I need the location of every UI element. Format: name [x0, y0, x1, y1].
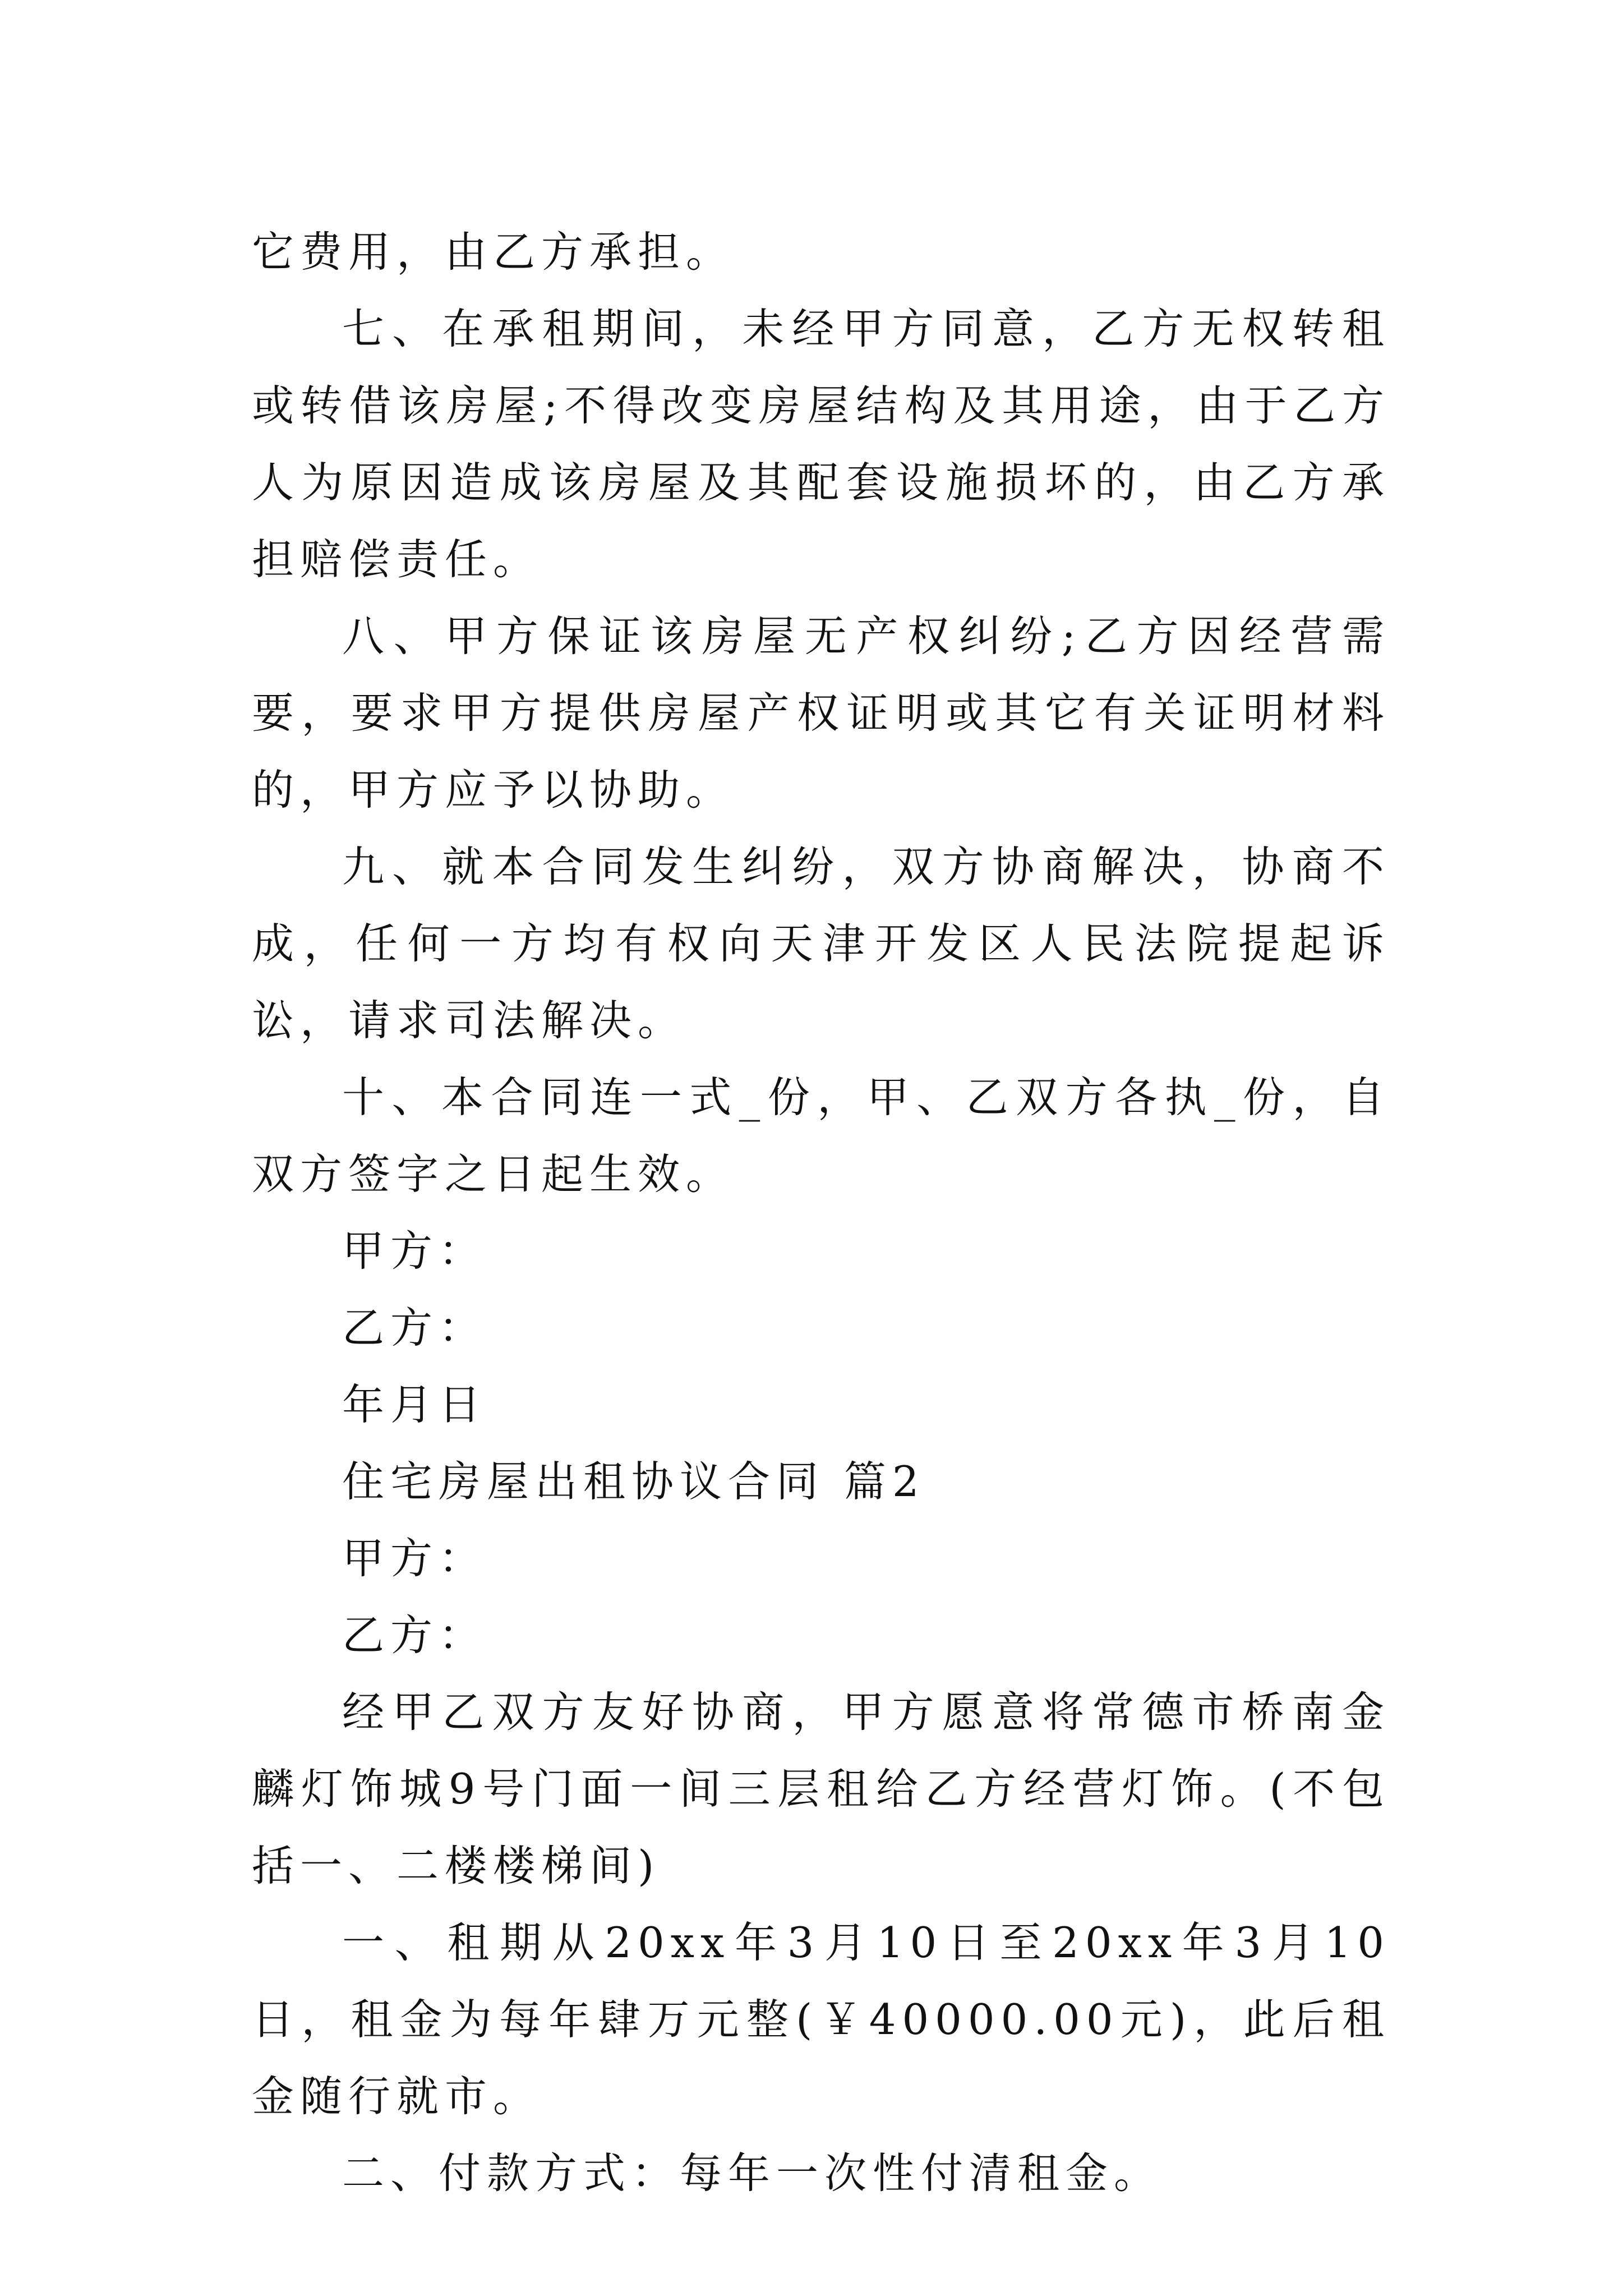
paragraph-0: 它费用，由乙方承担。	[252, 227, 735, 277]
paragraph-clause-9: 九、就本合同发生纠纷，双方协商解决，协商不成，任何一方均有权向天津开发区人民法院提起诉讼，请求司法解决。	[252, 842, 1390, 1045]
paragraph-preamble: 经甲乙双方友好协商，甲方愿意将常德市桥南金麟灯饰城9号门面一间三层租给乙方经营灯饰。(不包括一、二楼楼梯间)	[252, 1687, 1390, 1890]
date-line: 年月日	[342, 1380, 487, 1429]
section-heading: 住宅房屋出租协议合同 篇2	[342, 1457, 925, 1506]
paragraph-clause-7: 七、在承租期间，未经甲方同意，乙方无权转租或转借该房屋;不得改变房屋结构及其用途，由于乙方人为原因造成该房屋及其配套设施损坏的，由乙方承担赔偿责任。	[252, 304, 1390, 584]
party-a-line: 甲方：	[342, 1534, 487, 1583]
party-b-line: 乙方：	[342, 1611, 487, 1660]
party-a-signature-line: 甲方：	[342, 1226, 487, 1276]
paragraph-clause-1: 一、租期从20xx年3月10日至20xx年3月10日，租金为每年肆万元整(￥40000.00元)，此后租金随行就市。	[252, 1918, 1390, 2121]
document-body	[252, 214, 1390, 2212]
paragraph-clause-10: 十、本合同连一式_份，甲、乙双方各执_份，自双方签字之日起生效。	[252, 1073, 1390, 1199]
paragraph-clause-2: 二、付款方式：每年一次性付清租金。	[342, 2148, 1163, 2198]
party-b-signature-line: 乙方：	[342, 1303, 487, 1352]
paragraph-clause-8: 八、甲方保证该房屋无产权纠纷;乙方因经营需要，要求甲方提供房屋产权证明或其它有关证明材料的，甲方应予以协助。	[252, 611, 1390, 815]
